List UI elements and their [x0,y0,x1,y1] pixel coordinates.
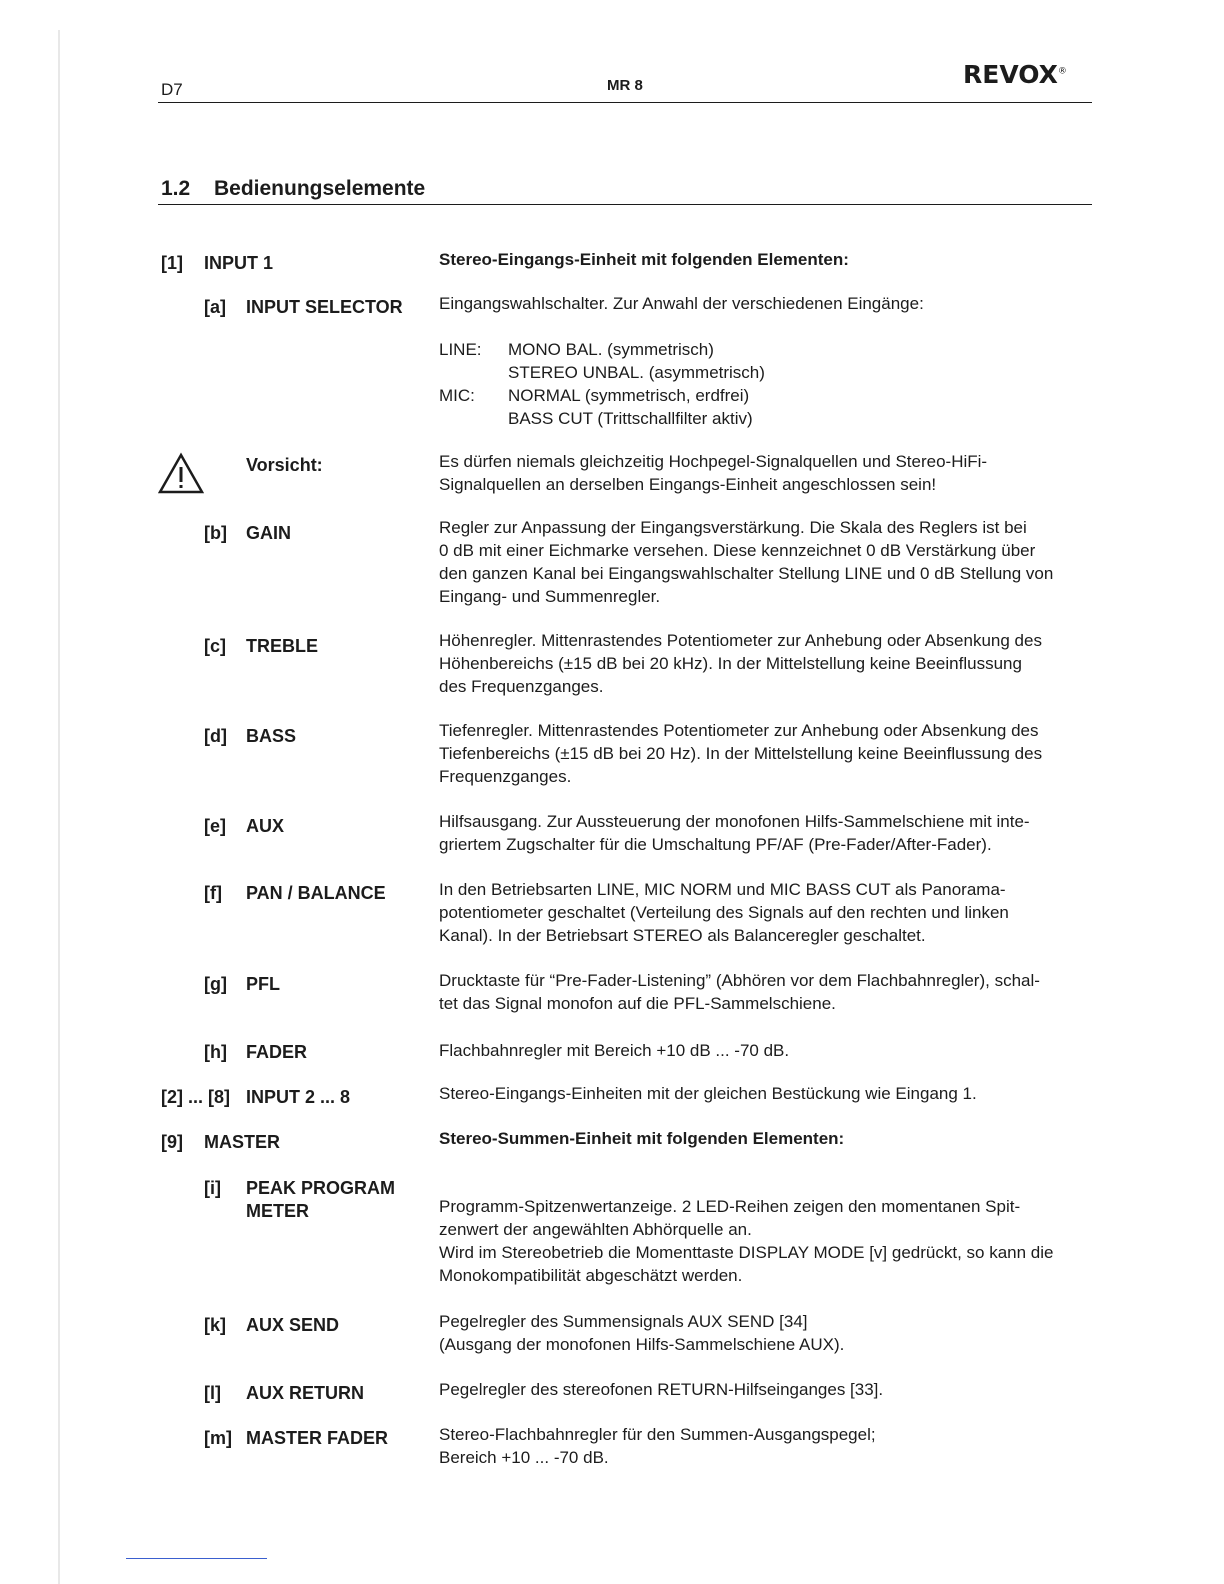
item-label: AUX RETURN [246,1383,365,1403]
caution-label: Vorsicht: [246,455,323,475]
item-key: [k] [204,1315,226,1335]
item-key: [f] [204,883,222,903]
option-value: MONO BAL. (symmetrisch) [508,340,714,359]
item-label: MASTER [204,1132,280,1152]
item-label: AUX [246,816,285,836]
item-description: Regler zur Anpassung der Eingangsverstärkung. Die Skala des Reglers ist bei 0 dB mit einer Eichmarke versehen. Diese kennzeichnet 0 dB Verstärkung über den ganzen Kanal bei Eingangswahlschalter Stellung LINE und 0 dB Stellung von Eingang- und Summenregler. [439,518,1054,606]
brand-logo: REVOX® [963,60,1067,89]
item-description: Pegelregler des Summensignals AUX SEND [34] (Ausgang der monofonen Hilfs-Sammelschiene AUX). [439,1312,845,1354]
header-rule [158,102,1092,103]
caution-line-justified: Es dürfen niemals gleichzeitig Hochpegel-Signalquellen und Stereo-HiFi- [439,452,988,471]
section-number: 1.2 [161,177,191,200]
item-description: Stereo-Summen-Einheit mit folgenden Elementen: [439,1129,845,1148]
item-description: Eingangswahlschalter. Zur Anwahl der verschiedenen Eingänge: [439,294,924,313]
item-label: PFL [246,974,280,994]
caution-text [439,450,1093,496]
item-label: INPUT 1 [204,253,274,273]
item-key: [m] [204,1428,232,1448]
item-number: [9] [161,1132,183,1152]
item-label: MASTER FADER [246,1428,389,1448]
caution-line: Signalquellen an derselben Eingangs-Einheit angeschlossen sein! [439,475,937,494]
option-value: STEREO UNBAL. (asymmetrisch) [508,363,765,382]
item-label: PEAK PROGRAM [246,1178,396,1198]
item-key: [c] [204,636,226,656]
item-number: [1] [161,253,183,273]
item-label: INPUT SELECTOR [246,297,403,317]
item-label: FADER [246,1042,308,1062]
item-description: Pegelregler des stereofonen RETURN-Hilfseinganges [33]. [439,1380,884,1399]
page-number: D7 [161,80,183,99]
item-description: Tiefenregler. Mittenrastendes Potentiometer zur Anhebung oder Absenkung des Tiefenbereichs (±15 dB bei 20 Hz). In der Mittelstellung keine Beeinflussung des Frequenzganges. [439,721,1043,786]
binder-holes [0,0,60,1584]
item-key: [b] [204,523,227,543]
item-label: TREBLE [246,636,318,656]
item-label: AUX SEND [246,1315,340,1335]
item-label-continued: METER [246,1201,309,1221]
item-key: [d] [204,726,227,746]
item-description: Höhenregler. Mittenrastendes Potentiometer zur Anhebung oder Absenkung des Höhenbereichs (±15 dB bei 20 kHz). In der Mittelstellung keine Beeinflussung des Frequenzganges. [439,631,1042,696]
item-description: Programm-Spitzenwertanzeige. 2 LED-Reihen zeigen den momentanen Spit- zenwert der angewählten Abhörquelle an. Wird im Stereobetrieb die Momenttaste DISPLAY MODE [v] gedrückt, so kann die Monokompatibilität abgeschätzt werden. [439,1197,1054,1285]
section-rule [158,204,1092,205]
item-key: [l] [204,1383,221,1403]
warning-triangle-icon [158,452,204,494]
item-label: GAIN [246,523,291,543]
item-number: [2] ... [8] [161,1087,231,1107]
item-description: In den Betriebsarten LINE, MIC NORM und MIC BASS CUT als Panorama- potentiometer geschaltet (Verteilung des Signals auf den rechten und linken Kanal). In der Betriebsart STEREO als Balanceregler geschaltet. [439,880,1009,945]
item-key: [a] [204,297,226,317]
section-title: Bedienungselemente [214,177,426,200]
item-description: Flachbahnregler mit Bereich +10 dB ... -70 dB. [439,1041,790,1060]
option-value: NORMAL (symmetrisch, erdfrei) [508,386,750,405]
option-group: LINE: [439,340,482,359]
item-description: Stereo-Flachbahnregler für den Summen-Ausgangspegel; Bereich +10 ... -70 dB. [439,1425,876,1467]
item-label: PAN / BALANCE [246,883,386,903]
item-description: Stereo-Eingangs-Einheiten mit der gleichen Bestückung wie Eingang 1. [439,1084,977,1103]
item-key: [i] [204,1178,221,1198]
option-value: BASS CUT (Trittschallfilter aktiv) [508,409,753,428]
item-key: [e] [204,816,226,836]
item-key: [h] [204,1042,227,1062]
item-key: [g] [204,974,227,994]
item-description: Drucktaste für “Pre-Fader-Listening” (Abhören vor dem Flachbahnregler), schal- tet das Signal monofon auf die PFL-Sammelschiene. [439,971,1040,1013]
footer-rule [126,1558,267,1559]
item-label: INPUT 2 ... 8 [246,1087,351,1107]
option-group: MIC: [439,386,475,405]
item-label: BASS [246,726,297,746]
item-description: Hilfsausgang. Zur Aussteuerung der monofonen Hilfs-Sammelschiene mit inte- griertem Zugschalter für die Umschaltung PF/AF (Pre-Fader/After-Fader). [439,812,1030,854]
item-description: Stereo-Eingangs-Einheit mit folgenden Elementen: [439,250,849,269]
model-name: MR 8 [607,77,643,94]
